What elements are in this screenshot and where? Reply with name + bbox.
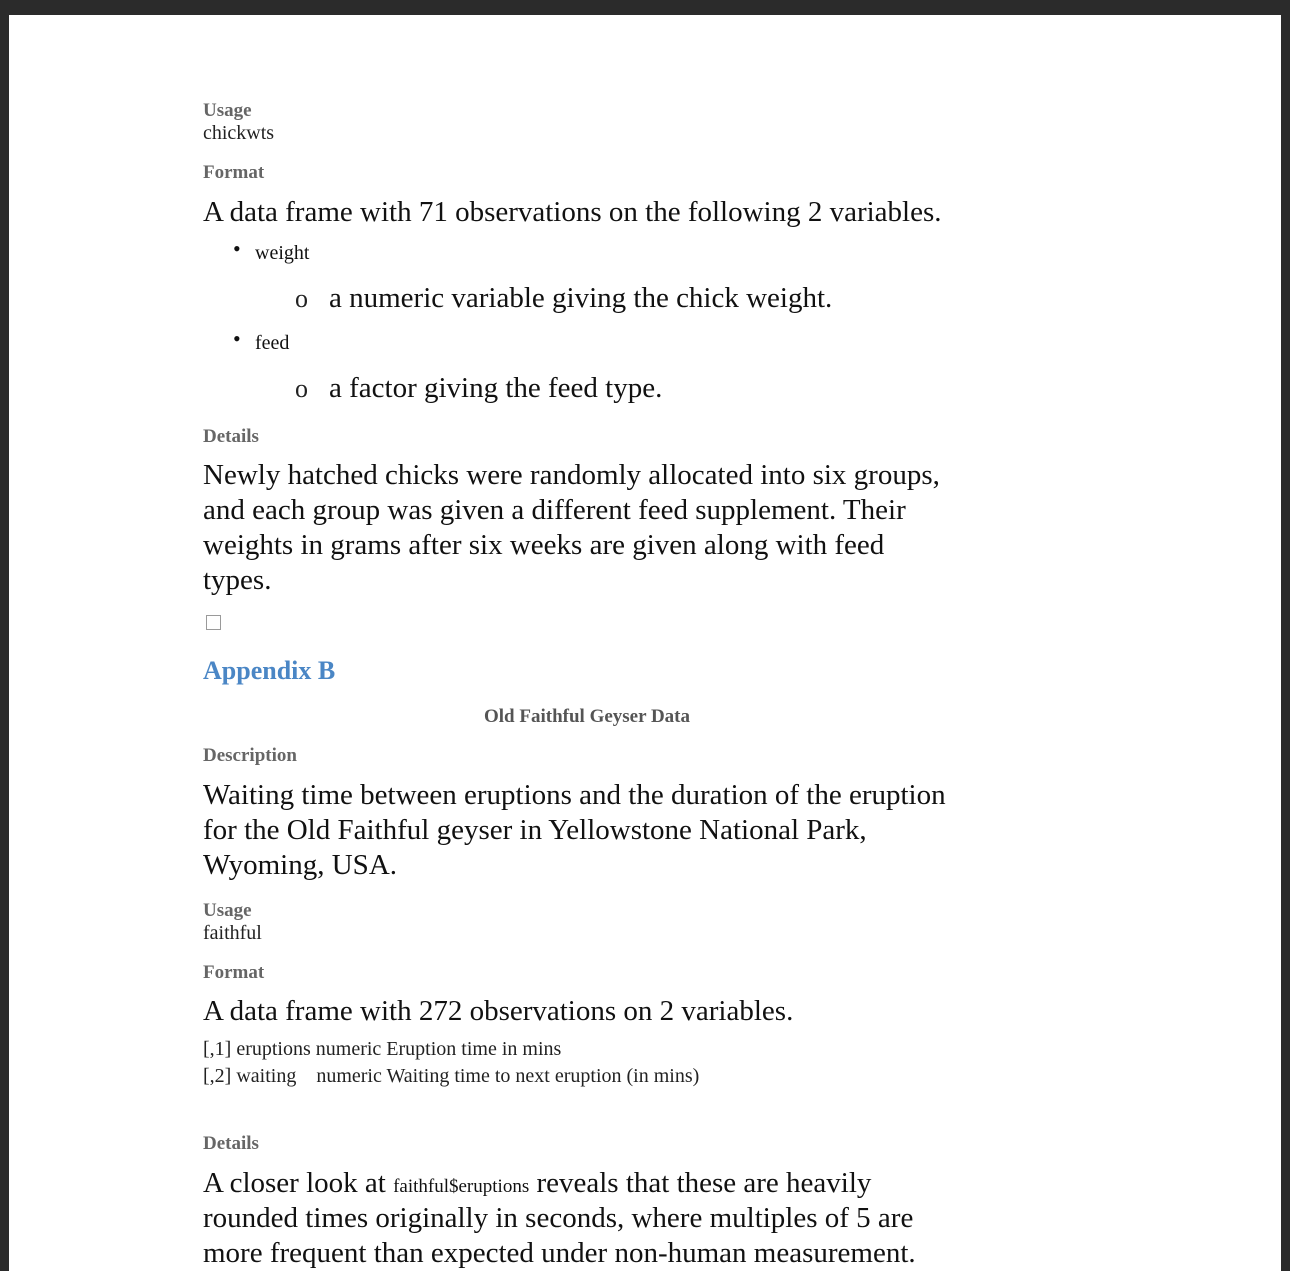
column-index: [,2] [203, 1065, 232, 1087]
sub-bullet-icon: o [295, 374, 308, 403]
variable-name: weight [255, 242, 310, 264]
document-page [9, 15, 1281, 1271]
details-line [203, 1166, 871, 1204]
details-line: weights in grams after six weeks are given along with feed [203, 529, 885, 561]
description-line: Waiting time between eruptions and the duration of the eruption [203, 779, 946, 811]
column-type: numeric [316, 1065, 382, 1087]
column-type: numeric [315, 1038, 382, 1060]
details-line: types. [203, 564, 272, 596]
variable-description: a factor giving the feed type. [329, 372, 663, 404]
checkbox[interactable] [206, 615, 221, 630]
format-text: A data frame with 71 observations on the following 2 variables. [203, 196, 942, 228]
details-line: Newly hatched chicks were randomly allocated into six groups, [203, 459, 940, 491]
column-description: Waiting time to next eruption (in mins) [386, 1065, 700, 1087]
details-prefix: A closer look at [203, 1167, 386, 1199]
details-line: and each group was given a different feed supplement. Their [203, 494, 906, 526]
usage-heading: Usage [203, 100, 252, 121]
variable-name: feed [255, 332, 290, 354]
sub-bullet-icon: o [295, 284, 308, 313]
bullet-icon: • [233, 326, 241, 351]
details-heading: Details [203, 426, 259, 447]
column-index: [,1] [203, 1038, 232, 1060]
description-line: Wyoming, USA. [203, 849, 398, 881]
column-name: eruptions [236, 1038, 311, 1060]
details-heading: Details [203, 1133, 259, 1154]
usage-value: faithful [203, 922, 262, 944]
details-code: faithful$eruptions [393, 1176, 530, 1197]
details-suffix: reveals that these are heavily [536, 1167, 872, 1199]
bullet-icon: • [233, 236, 241, 261]
format-text: A data frame with 272 observations on 2 variables. [203, 995, 794, 1027]
column-name: waiting [236, 1065, 297, 1087]
usage-heading: Usage [203, 900, 252, 921]
column-description: Eruption time in mins [386, 1038, 562, 1060]
column-row [203, 1065, 699, 1088]
dataset-title: Old Faithful Geyser Data [484, 706, 691, 727]
details-line: rounded times originally in seconds, where multiples of 5 are [203, 1202, 914, 1234]
details-line: more frequent than expected under non-human measurement. [203, 1237, 916, 1269]
usage-value: chickwts [203, 122, 275, 144]
format-heading: Format [203, 962, 265, 983]
format-heading: Format [203, 162, 265, 183]
description-line: for the Old Faithful geyser in Yellowstone National Park, [203, 814, 867, 846]
column-row [203, 1038, 561, 1061]
variable-description: a numeric variable giving the chick weight. [329, 282, 833, 314]
appendix-title: Appendix B [203, 656, 336, 685]
description-heading: Description [203, 745, 297, 766]
